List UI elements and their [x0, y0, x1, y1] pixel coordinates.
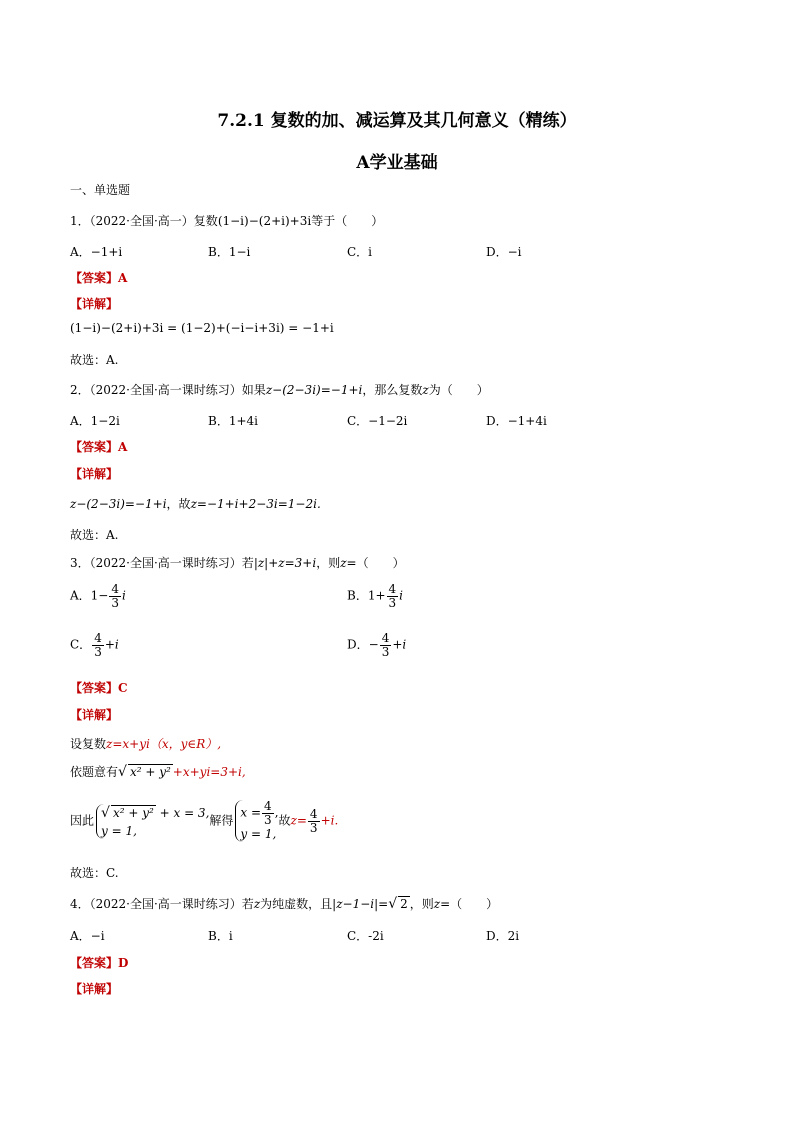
fraction: $\frac{4}{3}$ [309, 807, 318, 835]
q2-detail-b: ，故 [166, 497, 191, 511]
answer-label: 【答案】 [70, 956, 119, 970]
q2-stem-suffix: 为（ ） [428, 383, 489, 397]
q3-answer [70, 679, 128, 696]
fraction: $\frac{4}{3}$ [264, 799, 272, 827]
q2-stem [70, 381, 489, 398]
equation-system-1: √ x² + y² + x = 3, y = 1, [96, 804, 209, 839]
q3-stem-expr: |z|+z=3+i [253, 556, 317, 570]
q3-stem-prefix: 3．（2022·全国·高一课时练习）若 [70, 556, 254, 570]
q2-detail-c: z=−1+i+2−3i=1−2i. [190, 497, 321, 511]
answer-label: 【答案】 [70, 271, 119, 285]
q3-detail-label: 【详解】 [70, 708, 119, 722]
q2-option-c: C．−1−2i [347, 414, 408, 428]
q1-stem-prefix: 1．（2022·全国·高一）复数 [70, 214, 218, 228]
q2-conclusion: 故选：A. [70, 528, 119, 542]
q2-option-b: B．1+4i [208, 414, 258, 428]
q1-answer-value: A [118, 271, 128, 285]
q3-option-a: A．1− $\frac{4}{3}$ i [70, 582, 126, 610]
answer-label: 【答案】 [70, 440, 119, 454]
q1-option-b: B．1−i [208, 245, 251, 259]
fraction: $\frac{4}{3}$ [381, 631, 390, 659]
q3-option-c: C． $\frac{4}{3}$ +i [70, 631, 119, 659]
fraction: $\frac{4}{3}$ [388, 582, 397, 610]
q3-detail-line3: 因此 √ x² + y² + x = 3, y = 1, 解得 x = $\frac{4}{3}$ , y = 1, 故z= $\frac{4}{3}$ +i. [70, 799, 339, 842]
q2-detail [70, 495, 321, 512]
q2-option-d: D．−1+4i [486, 414, 547, 428]
sqrt-icon: √ [118, 764, 127, 780]
fraction: $\frac{4}{3}$ [94, 631, 102, 659]
q1-stem-expr: (1−i)−(2+i)+3i [217, 214, 312, 228]
q1-option-a: A．−1+i [70, 245, 123, 259]
q1-stem [70, 212, 383, 229]
q4-answer [70, 954, 128, 971]
q2-detail-a: z−(2−3i)=−1+i [70, 497, 167, 511]
q4-detail-label: 【详解】 [70, 982, 119, 996]
q3-conclusion: 故选：C. [70, 866, 119, 880]
fraction: $\frac{4}{3}$ [111, 582, 120, 610]
q1-option-d: D．−i [486, 245, 522, 259]
q4-stem: 4．（2022·全国·高一课时练习）若z为纯虚数，且|z−1−i|=√ 2 ，则z=（ ） [70, 896, 499, 912]
equation-system-2: x = $\frac{4}{3}$ , y = 1, [235, 800, 278, 842]
q2-answer [70, 438, 127, 455]
q3-option-d: D．− $\frac{4}{3}$ +i [347, 631, 407, 659]
q3-stem-mid: ，则 [316, 556, 341, 570]
answer-label: 【答案】 [70, 681, 119, 695]
q1-detail: (1−i)−(2+i)+3i = (1−2)+(−i−i+3i) = −1+i [70, 321, 334, 335]
q3-stem-suffix: （ ） [356, 556, 405, 570]
q2-stem-mid: ，那么复数 [362, 383, 423, 397]
q2-option-a: A．1−2i [70, 414, 120, 428]
q3-detail-line1: 设复数z=x+yi（x，y∈R）, [70, 737, 222, 751]
q4-option-b: B．i [208, 929, 233, 943]
page-title: 7.2.1 复数的加、减运算及其几何意义（精练） [217, 111, 577, 131]
q4-option-c: C．-2i [347, 929, 384, 943]
q4-answer-value: D [118, 956, 129, 970]
q3-answer-value: C [118, 681, 128, 695]
sqrt-icon: √ [388, 896, 398, 912]
q1-detail-label: 【详解】 [70, 297, 119, 311]
sqrt-icon: √ [101, 804, 110, 821]
q4-option-a: A．−i [70, 929, 105, 943]
q2-stem-var: z [422, 383, 429, 397]
q3-stem [70, 554, 405, 571]
q3-detail-line2: 依题意有√ x² + y² +x+yi=3+i, [70, 764, 246, 780]
section-heading: 一、单选题 [70, 183, 131, 197]
q1-conclusion: 故选：A. [70, 353, 119, 367]
q2-stem-expr: z−(2−3i)=−1+i [265, 383, 363, 397]
q1-option-c: C．i [347, 245, 373, 259]
q2-answer-value: A [118, 440, 128, 454]
q1-answer [70, 269, 127, 286]
q4-option-d: D．2i [486, 929, 520, 943]
page-subtitle: A学业基础 [356, 153, 438, 173]
q3-stem-eq: z= [340, 556, 357, 570]
q1-stem-suffix: 等于（ ） [311, 214, 384, 228]
q3-option-b: B．1+ $\frac{4}{3}$ i [347, 582, 404, 610]
q2-detail-label: 【详解】 [70, 467, 119, 481]
q2-stem-prefix: 2．（2022·全国·高一课时练习）如果 [70, 383, 266, 397]
